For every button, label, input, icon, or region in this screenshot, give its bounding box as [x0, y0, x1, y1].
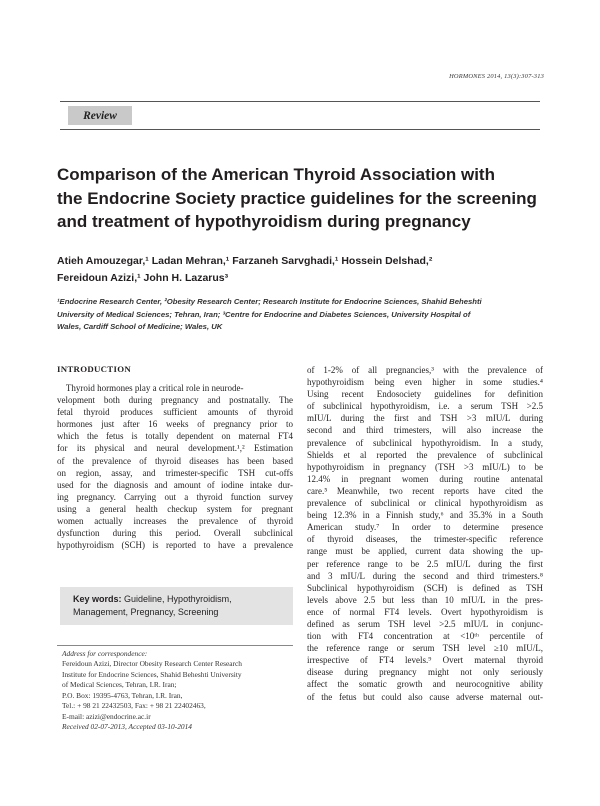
body-line: on region, assay, and trimester-specific TSH cut-offs — [57, 467, 293, 478]
body-line: and 3 mIU/L during the second and third trimesters.⁸ — [307, 570, 543, 581]
keywords-line — [73, 593, 285, 606]
author-list — [57, 253, 547, 287]
body-line: hypothyroidism in pregnancy (TSH >3 mIU/L) to be — [307, 461, 543, 472]
section-label: Review — [68, 106, 132, 125]
body-line: of 1-2% of all pregnancies,³ with the prevalence of — [307, 365, 543, 375]
body-line: irrespective of FT4 levels.⁹ Overt maternal thyroid — [307, 655, 543, 666]
keywords-box — [60, 587, 293, 625]
correspondence-line: of Medical Sciences, Tehran, I.R. Iran; — [62, 680, 177, 690]
body-line: prevalence of subclinical hypothyroidism. In a study, — [307, 437, 543, 448]
correspondence-block — [62, 649, 292, 733]
divider — [57, 645, 293, 646]
intro-column-left — [57, 382, 293, 551]
received-dates: Received 02-07-2013, Accepted 03-10-2014 — [62, 722, 192, 732]
body-line: dysfunction during this period. Overall subclinical — [57, 528, 293, 539]
title-line: the Endocrine Society practice guidelines for the screening — [57, 188, 537, 208]
body-line: affect the somatic growth and neurocognitive ability — [307, 679, 543, 690]
correspondence-label: Address for correspondence: — [62, 649, 148, 658]
body-line: hormones just after 16 weeks of pregnancy prior to — [57, 419, 293, 430]
body-line: Subclinical hypothyroidism (SCH) is defined as TSH — [307, 582, 543, 593]
correspondence-line: P.O. Box: 19395-4763, Tehran, I.R. Iran, — [62, 690, 183, 700]
body-line: tion with FT4 concentration at <10ᵗʰ percentile of — [307, 631, 543, 642]
affiliation-line: University of Medical Sciences; Tehran, Iran; ³Centre for Endocrine and Diabetes Sciences, University Hospital of — [57, 309, 471, 319]
body-line: American study.⁷ In order to determine presence — [307, 522, 543, 533]
affiliation-line: Wales, Cardiff School of Medicine; Wales, UK — [57, 322, 223, 331]
introduction-heading: INTRODUCTION — [57, 364, 131, 374]
body-line: Shields et al reported the prevalence of subclinical — [307, 449, 543, 460]
correspondence-line: Tel.: + 98 21 22432503, Fax: + 98 21 22402463, — [62, 701, 206, 711]
body-line: of the prevalence of thyroid diseases has been based — [57, 455, 293, 466]
correspondence-line: Institute for Endocrine Sciences, Shahid Beheshti University — [62, 669, 242, 679]
body-line: which the fetus is totally dependent on maternal FT4 — [57, 431, 293, 442]
keywords-text: Management, Pregnancy, Screening — [73, 607, 219, 617]
body-line: Using recent Endosociety guidelines for definition — [307, 389, 543, 400]
body-line: women actually increases the prevalence of thyroid — [57, 516, 293, 527]
body-line: range must be applied, current data showing the up- — [307, 546, 543, 557]
body-line: levels above 2.5 but less than 10 mIU/L in the pres- — [307, 594, 543, 605]
body-line: hypothyroidism (SCH) is reported to have a prevalence — [57, 540, 293, 551]
body-line: using a general health checkup system for pregnant — [57, 503, 293, 514]
body-line: mIU/L during the first and TSH >3 mIU/L during — [307, 413, 543, 424]
correspondence-email: E-mail: azizi@endocrine.ac.ir — [62, 711, 151, 721]
body-line: being 12.3% in a Finnish study,⁶ and 35.3% in a South — [307, 510, 543, 521]
body-line: of subclinical hypothyroidism, i.e. a serum TSH >2.5 — [307, 401, 543, 412]
body-line: Thyroid hormones play a critical role in neurode- — [57, 383, 244, 393]
body-line: ing pregnancy. Carrying out a thyroid function survey — [57, 491, 293, 502]
section-band — [60, 101, 540, 130]
author-line: Atieh Amouzegar,¹ Ladan Mehran,¹ Farzaneh Sarvghadi,¹ Hossein Delshad,² — [57, 255, 433, 267]
journal-reference: HORMONES 2014, 13(3):307-313 — [449, 73, 544, 80]
author-line: Fereidoun Azizi,¹ John H. Lazarus³ — [57, 272, 229, 284]
body-line: disease during pregnancy might not only seriously — [307, 667, 543, 678]
title-line: and treatment of hypothyroidism during pregnancy — [57, 212, 471, 231]
body-line: second and third trimesters, will also increase the — [307, 425, 543, 436]
title-line: Comparison of the American Thyroid Association with — [57, 165, 495, 184]
body-line: of the fetus but could also cause adverse maternal out- — [307, 691, 543, 702]
body-line: used for the diagnosis and amount of iodine intake dur- — [57, 479, 293, 490]
body-line: of thyroid diseases, the trimester-specific reference — [307, 534, 543, 545]
body-line: fetal thyroid produces sufficient amounts of thyroid — [57, 407, 293, 418]
body-line: ence of normal FT4 levels. Overt hypothyroidism is — [307, 606, 543, 617]
body-line: hypothyroidism being even higher in some studies.⁴ — [307, 377, 543, 388]
body-line: the reference range or serum TSH level ≥10 mIU/L, — [307, 643, 543, 654]
keywords-text: Guideline, Hypothyroidism, — [124, 594, 232, 604]
affiliations — [57, 296, 547, 334]
body-line: care.⁵ Meanwhile, two recent reports have cited the — [307, 485, 543, 496]
body-line: per reference range to be 2.5 mIU/L during the first — [307, 558, 543, 569]
intro-column-right — [307, 364, 543, 703]
body-line: velopment both during pregnancy and postnatally. The — [57, 395, 293, 406]
correspondence-line: Fereidoun Azizi, Director Obesity Research Center Research — [62, 659, 242, 669]
body-line: 12.4% in pregnant women during routine antenatal — [307, 473, 543, 484]
affiliation-line: ¹Endocrine Research Center, ²Obesity Research Center; Research Institute for Endocrine Sciences, Shahid Beheshti — [57, 297, 482, 306]
keywords-label: Key words: — [73, 594, 122, 604]
body-line: defined as serum TSH level >2.5 mIU/L in conjunc- — [307, 618, 543, 629]
body-line: prevalence of subclinical or clinical hypothyroidism as — [307, 498, 543, 509]
article-title — [57, 163, 547, 234]
body-line: for its physical and neural development.¹,² Estimation — [57, 443, 293, 454]
